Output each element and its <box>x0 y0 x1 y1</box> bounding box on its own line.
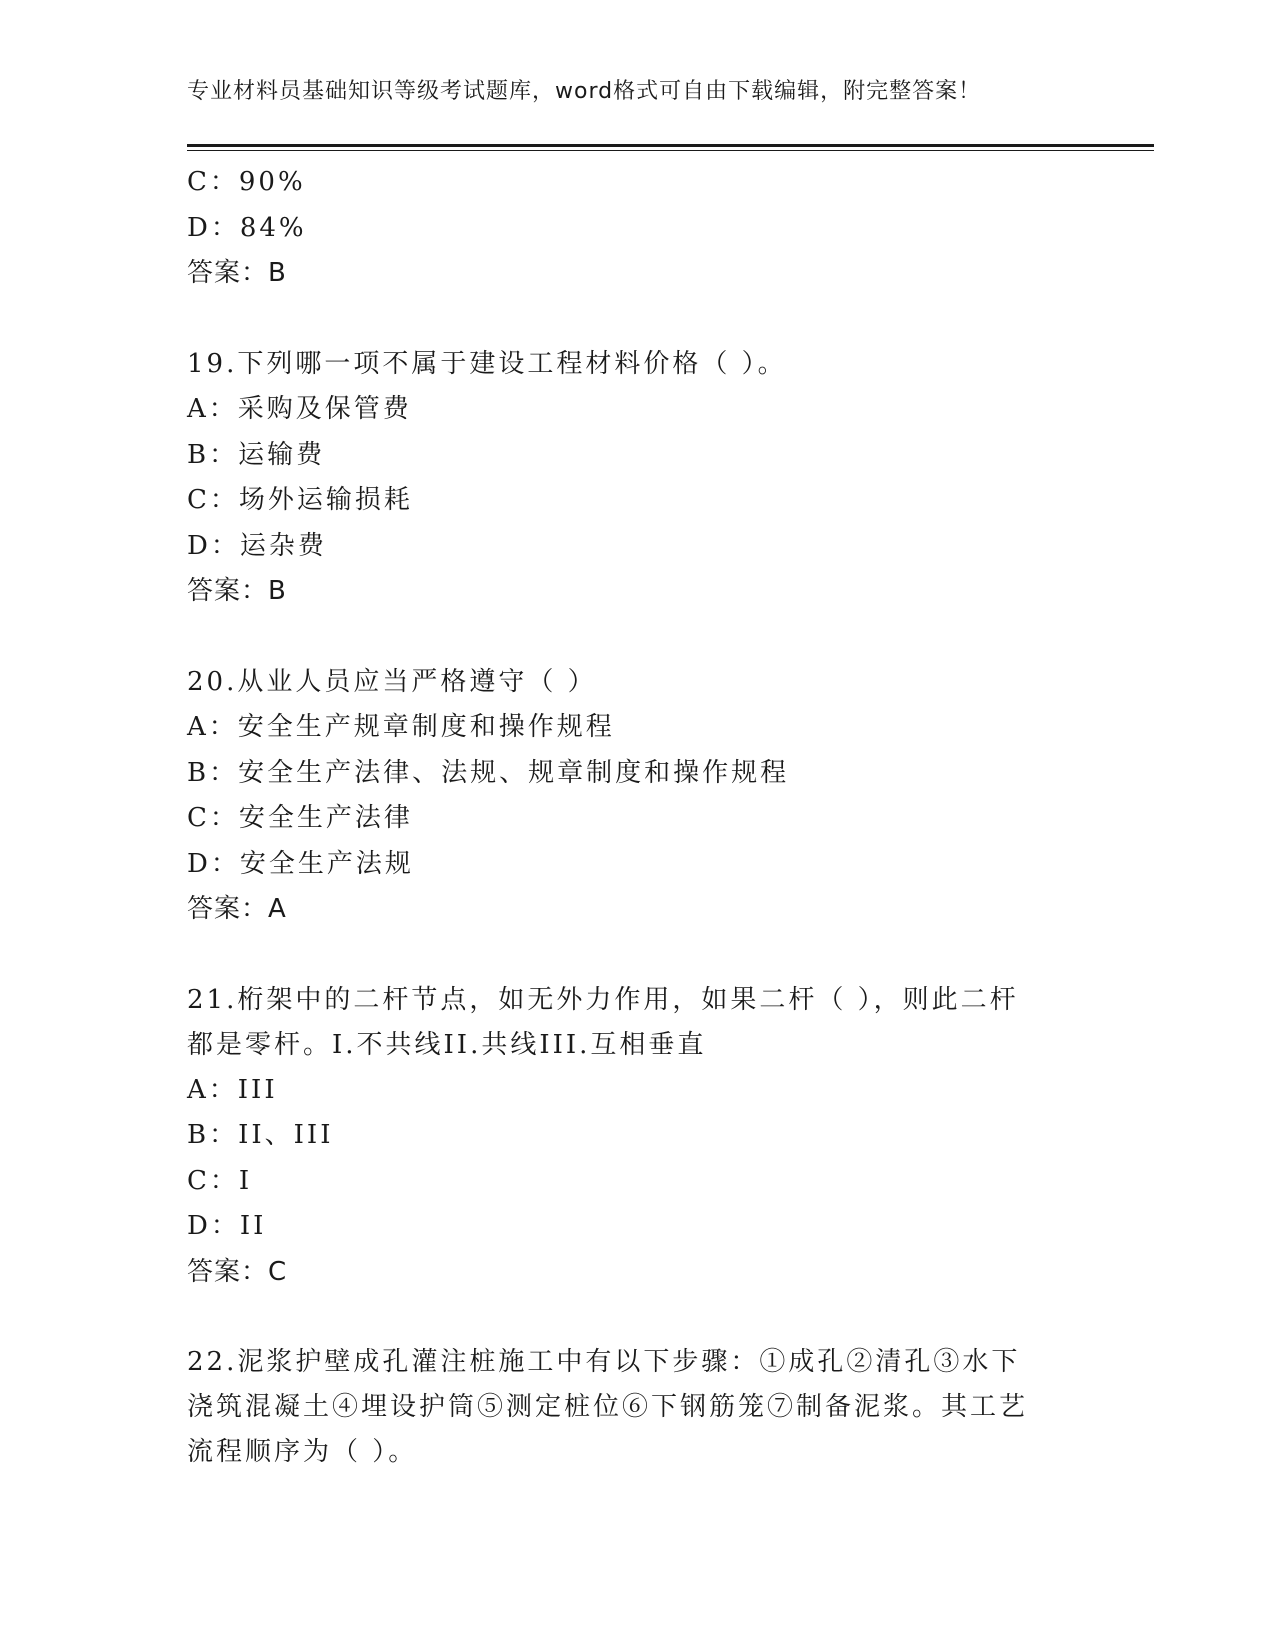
page-header: 专业材料员基础知识等级考试题库，word格式可自由下载编辑，附完整答案！ <box>187 79 982 104</box>
spacer <box>187 615 1087 660</box>
option-d: D：安全生产法规 <box>187 848 414 879</box>
option-c: C：安全生产法律 <box>187 803 413 833</box>
header-rule-thin <box>187 150 1154 151</box>
option-b: B：II、III <box>187 1120 334 1150</box>
question-stem: 22.泥浆护壁成孔灌注桩施工中有以下步骤：①成孔②清孔③水下浇筑混凝土④埋设护筒⑤测定桩位⑥下钢筋笼⑦制备泥浆。其工艺流程顺序为（ ）。 <box>187 1347 1029 1467</box>
option-c: C：I <box>187 1165 253 1196</box>
spacer <box>187 933 1087 978</box>
option-d: D：II <box>187 1211 267 1241</box>
answer: 答案：B <box>187 258 287 288</box>
question-stem: 19.下列哪一项不属于建设工程材料价格（ ）。 <box>187 348 787 379</box>
option-a: A：安全生产规章制度和操作规程 <box>187 712 615 742</box>
question-list <box>187 160 1087 1475</box>
option-c: C：90% <box>187 167 306 197</box>
spacer <box>187 297 1087 342</box>
option-a: A：III <box>187 1074 278 1105</box>
option-b: B：安全生产法律、法规、规章制度和操作规程 <box>187 757 790 788</box>
question-stem: 20.从业人员应当严格遵守（ ） <box>187 666 597 697</box>
option-b: B：运输费 <box>187 439 326 470</box>
spacer <box>187 1295 1087 1340</box>
option-d: D：84% <box>187 212 307 243</box>
header-rule-thick <box>187 144 1154 147</box>
option-c: C：场外运输损耗 <box>187 485 413 515</box>
answer: 答案：A <box>187 894 287 924</box>
option-d: D：运杂费 <box>187 530 327 561</box>
option-a: A：采购及保管费 <box>187 394 412 424</box>
answer: 答案：C <box>187 1256 288 1287</box>
answer: 答案：B <box>187 576 287 606</box>
question-stem: 21.桁架中的二杆节点，如无外力作用，如果二杆（ ），则此二杆都是零杆。I.不共线II.共线III.互相垂直 <box>187 984 1019 1060</box>
